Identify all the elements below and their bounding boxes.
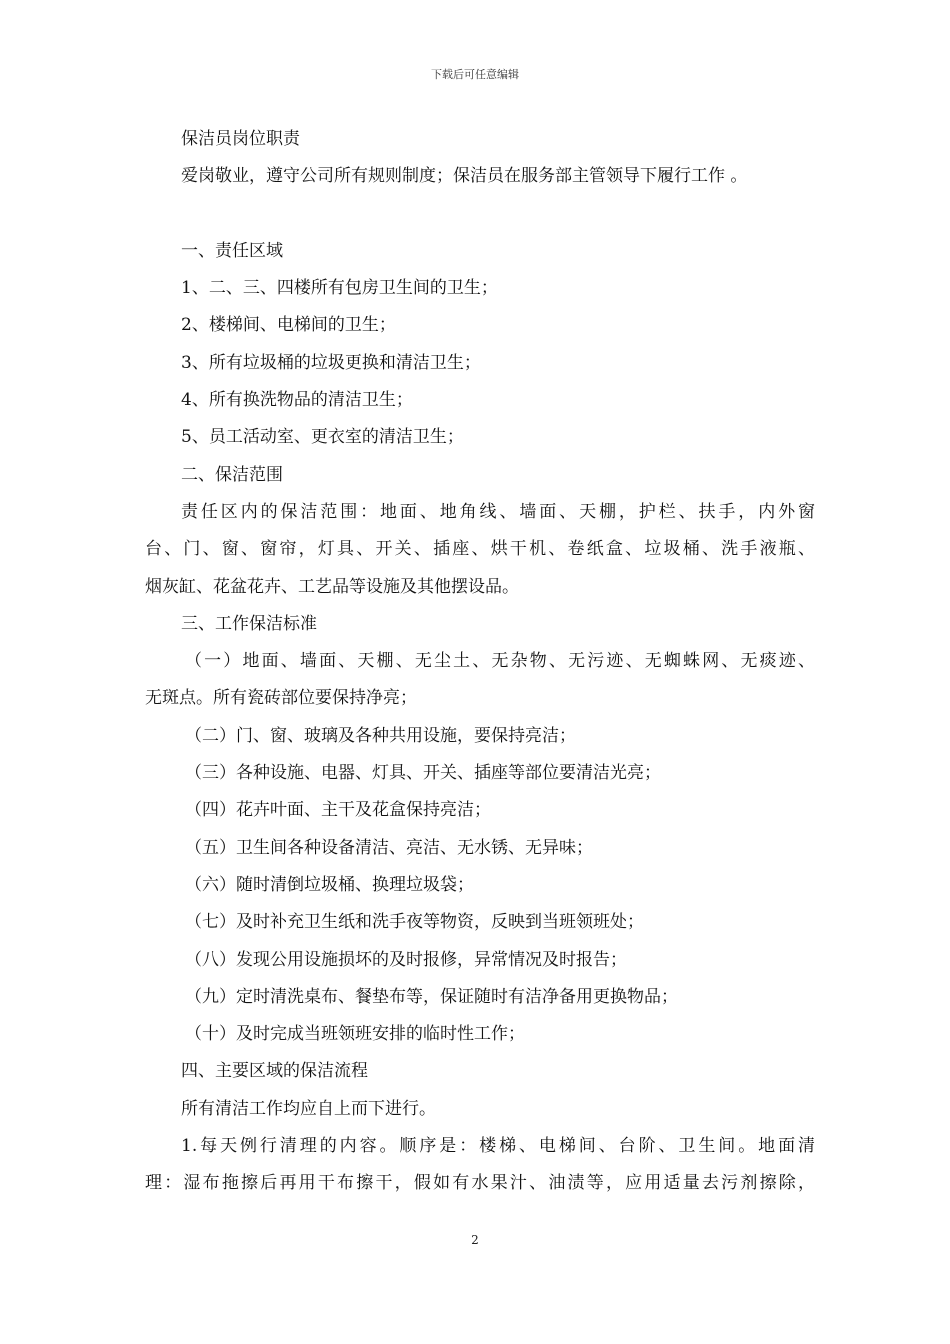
text-line: 所有清洁工作均应自上而下进行。 <box>181 1098 436 1119</box>
text-line: （五）卫生间各种设备清洁、亮洁、无水锈、无异味； <box>185 837 593 858</box>
text-line: （九）定时清洗桌布、餐垫布等，保证随时有洁净备用更换物品； <box>185 986 678 1007</box>
text-line: （三）各种设施、电器、灯具、开关、插座等部位要清洁光亮； <box>185 763 661 784</box>
text-line: （六）随时清倒垃圾桶、换理垃圾袋； <box>185 874 474 895</box>
text-line: 二、保洁范围 <box>181 464 283 485</box>
text-line: 5、员工活动室、更衣室的清洁卫生； <box>181 427 464 448</box>
text-line: 理：湿布拖擦后再用干布擦干，假如有水果汁、油渍等，应用适量去污剂擦除， <box>145 1173 815 1194</box>
text-line: （十）及时完成当班领班安排的临时性工作； <box>185 1024 525 1045</box>
text-line: （二）门、窗、玻璃及各种共用设施，要保持亮洁； <box>185 725 576 746</box>
text-line: 4、所有换洗物品的清洁卫生； <box>181 390 413 411</box>
text-line: 三、工作保洁标准 <box>181 613 317 634</box>
text-line: 1、二、三、四楼所有包房卫生间的卫生； <box>181 278 498 299</box>
text-line: 无斑点。所有瓷砖部位要保持净亮； <box>145 688 417 709</box>
text-line: （八）发现公用设施损坏的及时报修，异常情况及时报告； <box>185 949 627 970</box>
text-line: （七）及时补充卫生纸和洗手夜等物资，反映到当班领班处； <box>185 912 644 933</box>
page-header: 下载后可任意编辑 <box>431 68 519 81</box>
blank-line <box>145 199 815 236</box>
document-body <box>145 124 815 1206</box>
text-line: （四）花卉叶面、主干及花盒保持亮洁； <box>185 800 491 821</box>
text-line: 烟灰缸、花盆花卉、工艺品等设施及其他摆设品。 <box>145 576 519 597</box>
text-line: 3、所有垃圾桶的垃圾更换和清洁卫生； <box>181 352 481 373</box>
text-line: 2、楼梯间、电梯间的卫生； <box>181 315 396 336</box>
text-line: 四、主要区域的保洁流程 <box>181 1061 368 1082</box>
page-number: 2 <box>471 1233 479 1247</box>
text-line: （一）地面、墙面、天棚、无尘土、无杂物、无污迹、无蜘蛛网、无痰迹、 <box>185 651 815 672</box>
text-line: 一、责任区域 <box>181 240 283 261</box>
text-line: 1.每天例行清理的内容。顺序是：楼梯、电梯间、台阶、卫生间。地面清 <box>181 1136 815 1157</box>
text-line: 台、门、窗、窗帘，灯具、开关、插座、烘干机、卷纸盒、垃圾桶、洗手液瓶、 <box>145 539 815 560</box>
text-line: 保洁员岗位职责 <box>181 129 300 149</box>
text-line: 责任区内的保洁范围：地面、地角线、墙面、天棚，护栏、扶手，内外窗 <box>181 501 815 522</box>
text-line: 爱岗敬业，遵守公司所有规则制度；保洁员在服务部主管领导下履行工作 。 <box>181 166 748 187</box>
